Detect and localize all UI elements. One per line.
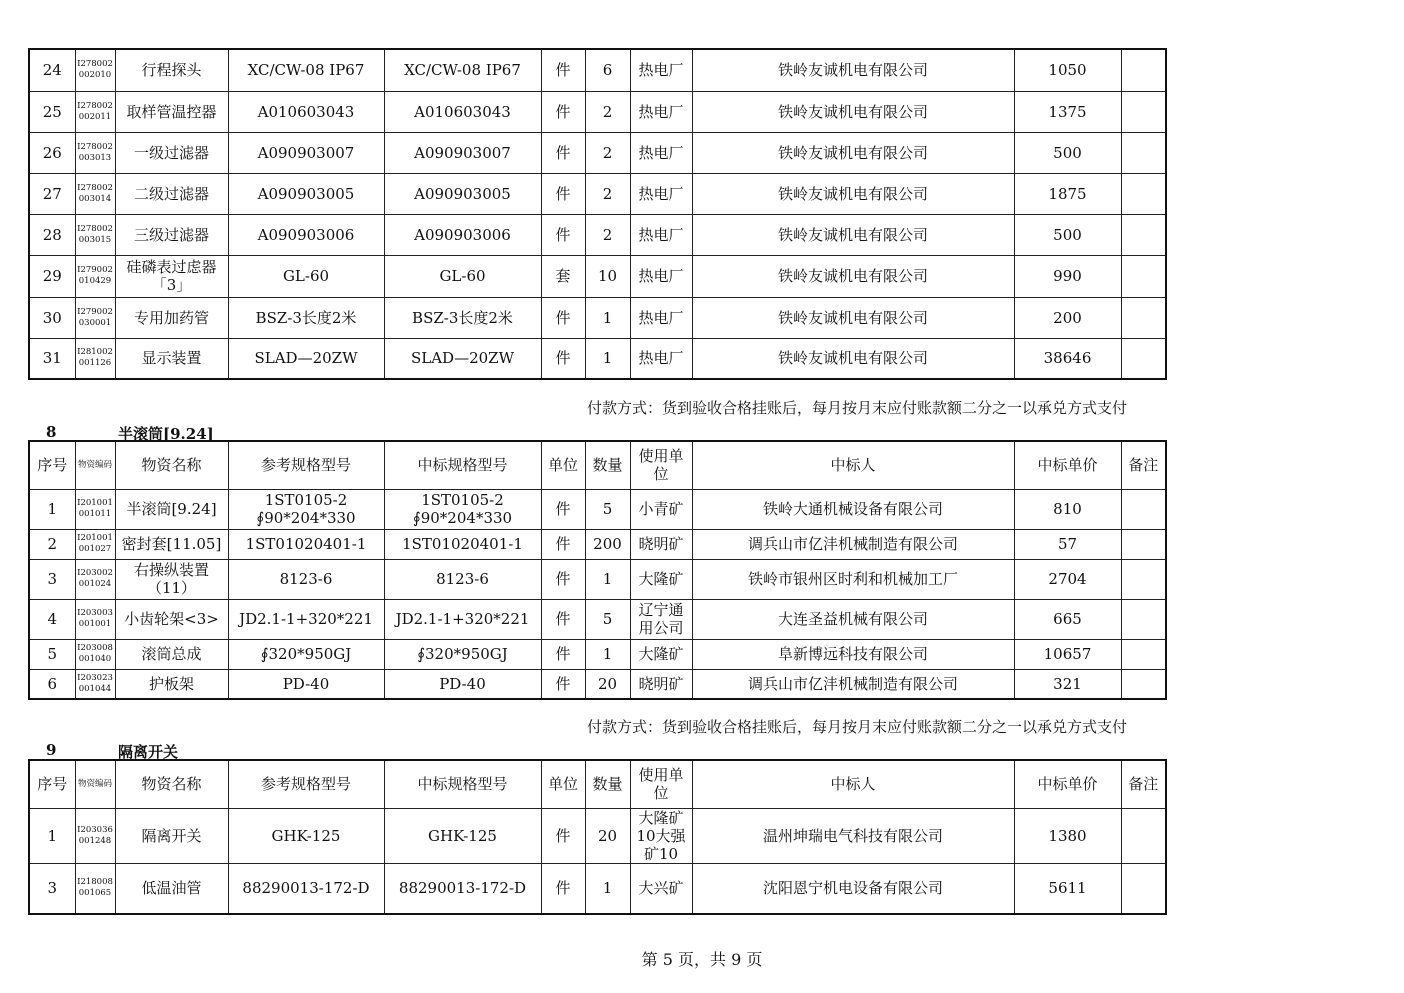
cell-user: 大兴矿 xyxy=(630,863,692,914)
payment-terms-section8: 付款方式：货到验收合格挂账后，每月按月末应付账款额二分之一以承兑方式支付 xyxy=(587,399,1128,417)
cell-qty: 10 xyxy=(585,255,630,297)
cell-name: 密封套[11.05] xyxy=(115,529,228,559)
cell-code-line1: I278002 xyxy=(77,223,113,234)
cell-code xyxy=(75,173,115,214)
cell-note xyxy=(1121,338,1166,379)
bid-table-section8 xyxy=(28,440,1167,700)
cell-user: 晓明矿 xyxy=(630,529,692,559)
cell-qty: 2 xyxy=(585,214,630,255)
bid-table-section7-continued xyxy=(28,48,1167,380)
cell-user: 小青矿 xyxy=(630,489,692,529)
cell-no: 28 xyxy=(29,214,75,255)
cell-qty: 2 xyxy=(585,173,630,214)
cell-note xyxy=(1121,297,1166,338)
cell-code-line2: 002010 xyxy=(78,70,112,81)
cell-note xyxy=(1121,669,1166,699)
cell-name: 滚筒总成 xyxy=(115,639,228,669)
cell-code-line1: I203023 xyxy=(77,672,113,683)
cell-winner: 铁岭友诚机电有限公司 xyxy=(692,338,1014,379)
table-row xyxy=(29,559,1166,599)
cell-ref: A090903006 xyxy=(228,214,384,255)
cell-no: 27 xyxy=(29,173,75,214)
cell-code-line2: 001011 xyxy=(78,509,112,519)
cell-ref: ∮320*950GJ xyxy=(228,639,384,669)
cell-note xyxy=(1121,489,1166,529)
cell-winner: 铁岭友诚机电有限公司 xyxy=(692,49,1014,91)
table-row xyxy=(29,297,1166,338)
cell-price: 1875 xyxy=(1014,173,1121,214)
cell-note xyxy=(1121,559,1166,599)
table-body xyxy=(29,49,1166,379)
cell-name: 专用加药管 xyxy=(115,297,228,338)
cell-bid: GL-60 xyxy=(384,255,541,297)
cell-name: 取样管温控器 xyxy=(115,91,228,132)
cell-code-line1: I203008 xyxy=(77,643,113,653)
cell-bid: 8123-6 xyxy=(384,559,541,599)
cell-note xyxy=(1121,214,1166,255)
cell-unit: 件 xyxy=(541,338,585,379)
header-user: 使用单位 xyxy=(630,760,692,808)
cell-code-line2: 001126 xyxy=(78,358,112,369)
cell-user: 热电厂 xyxy=(630,297,692,338)
cell-winner: 铁岭友诚机电有限公司 xyxy=(692,91,1014,132)
cell-price: 38646 xyxy=(1014,338,1121,379)
cell-no: 3 xyxy=(29,863,75,914)
cell-code-line2: 003015 xyxy=(78,234,112,245)
cell-code-line1: I201001 xyxy=(77,533,113,543)
cell-unit: 件 xyxy=(541,808,585,863)
cell-note xyxy=(1121,49,1166,91)
section-number: 9 xyxy=(46,741,57,759)
cell-bid: JD2.1-1+320*221 xyxy=(384,599,541,639)
cell-qty: 1 xyxy=(585,863,630,914)
cell-unit: 件 xyxy=(541,91,585,132)
header-bid: 中标规格型号 xyxy=(384,441,541,489)
table-row xyxy=(29,338,1166,379)
cell-price: 5611 xyxy=(1014,863,1121,914)
cell-winner: 铁岭友诚机电有限公司 xyxy=(692,173,1014,214)
cell-unit: 件 xyxy=(541,559,585,599)
cell-bid: XC/CW-08 IP67 xyxy=(384,49,541,91)
cell-user: 热电厂 xyxy=(630,255,692,297)
cell-code-line2: 001248 xyxy=(78,835,112,846)
cell-price: 10657 xyxy=(1014,639,1121,669)
table-row xyxy=(29,49,1166,91)
cell-price: 321 xyxy=(1014,669,1121,699)
cell-no: 31 xyxy=(29,338,75,379)
cell-code xyxy=(75,529,115,559)
cell-name: 半滚筒[9.24] xyxy=(115,489,228,529)
table-row xyxy=(29,173,1166,214)
cell-ref: A090903007 xyxy=(228,132,384,173)
cell-qty: 1 xyxy=(585,559,630,599)
page-number-label: 第 5 页，共 9 页 xyxy=(641,950,763,969)
cell-code-line1: I281002 xyxy=(77,347,113,358)
cell-code-line1: I278002 xyxy=(77,182,113,193)
cell-no: 4 xyxy=(29,599,75,639)
cell-name: 显示装置 xyxy=(115,338,228,379)
cell-no: 29 xyxy=(29,255,75,297)
cell-code xyxy=(75,599,115,639)
cell-unit: 件 xyxy=(541,529,585,559)
cell-price: 810 xyxy=(1014,489,1121,529)
cell-code-line1: I203003 xyxy=(77,608,113,618)
cell-name: 护板架 xyxy=(115,669,228,699)
cell-unit: 件 xyxy=(541,489,585,529)
header-ref: 参考规格型号 xyxy=(228,441,384,489)
cell-user: 热电厂 xyxy=(630,173,692,214)
cell-ref: A090903005 xyxy=(228,173,384,214)
header-qty: 数量 xyxy=(585,441,630,489)
table-row xyxy=(29,599,1166,639)
cell-price: 57 xyxy=(1014,529,1121,559)
header-code: 物资编码 xyxy=(75,441,115,489)
cell-code xyxy=(75,863,115,914)
cell-code-line1: I278002 xyxy=(77,141,113,152)
page-footer xyxy=(0,947,1404,970)
cell-winner: 铁岭市银州区时利和机械加工厂 xyxy=(692,559,1014,599)
cell-user: 热电厂 xyxy=(630,49,692,91)
cell-price: 1050 xyxy=(1014,49,1121,91)
cell-no: 6 xyxy=(29,669,75,699)
cell-code xyxy=(75,808,115,863)
cell-user: 大隆矿 xyxy=(630,639,692,669)
table-row xyxy=(29,132,1166,173)
cell-winner: 铁岭友诚机电有限公司 xyxy=(692,214,1014,255)
cell-unit: 件 xyxy=(541,132,585,173)
header-no: 序号 xyxy=(29,760,75,808)
cell-code xyxy=(75,49,115,91)
cell-winner: 温州坤瑞电气科技有限公司 xyxy=(692,808,1014,863)
cell-no: 26 xyxy=(29,132,75,173)
cell-code-line2: 001040 xyxy=(78,654,112,664)
cell-no: 2 xyxy=(29,529,75,559)
section-number: 8 xyxy=(46,423,57,441)
cell-qty: 1 xyxy=(585,297,630,338)
cell-ref: 1ST0105-2 ∮90*204*330 xyxy=(228,489,384,529)
header-ref: 参考规格型号 xyxy=(228,760,384,808)
cell-bid: ∮320*950GJ xyxy=(384,639,541,669)
cell-winner: 阜新博远科技有限公司 xyxy=(692,639,1014,669)
cell-code xyxy=(75,559,115,599)
cell-user: 辽宁通用公司 xyxy=(630,599,692,639)
cell-ref: A010603043 xyxy=(228,91,384,132)
cell-unit: 件 xyxy=(541,214,585,255)
cell-qty: 5 xyxy=(585,489,630,529)
table-body xyxy=(29,808,1166,914)
table-row xyxy=(29,529,1166,559)
section-title: 半滚筒[9.24] xyxy=(118,425,214,443)
cell-qty: 200 xyxy=(585,529,630,559)
cell-note xyxy=(1121,173,1166,214)
cell-winner: 大连圣益机械有限公司 xyxy=(692,599,1014,639)
cell-code-line2: 001001 xyxy=(78,619,112,629)
cell-code-line1: I218008 xyxy=(77,877,113,888)
header-bid: 中标规格型号 xyxy=(384,760,541,808)
cell-note xyxy=(1121,255,1166,297)
cell-winner: 铁岭友诚机电有限公司 xyxy=(692,132,1014,173)
cell-user: 大隆矿10大强矿10 xyxy=(630,808,692,863)
cell-user: 热电厂 xyxy=(630,338,692,379)
cell-ref: JD2.1-1+320*221 xyxy=(228,599,384,639)
cell-note xyxy=(1121,132,1166,173)
cell-qty: 2 xyxy=(585,91,630,132)
header-note: 备注 xyxy=(1121,441,1166,489)
cell-code-line1: I279002 xyxy=(77,265,113,275)
cell-note xyxy=(1121,91,1166,132)
cell-no: 1 xyxy=(29,489,75,529)
cell-winner: 铁岭大通机械设备有限公司 xyxy=(692,489,1014,529)
cell-price: 1380 xyxy=(1014,808,1121,863)
cell-qty: 1 xyxy=(585,338,630,379)
cell-no: 24 xyxy=(29,49,75,91)
cell-user: 热电厂 xyxy=(630,91,692,132)
cell-code xyxy=(75,132,115,173)
cell-note xyxy=(1121,599,1166,639)
cell-bid: 1ST0105-2 ∮90*204*330 xyxy=(384,489,541,529)
header-price: 中标单价 xyxy=(1014,441,1121,489)
cell-code xyxy=(75,297,115,338)
cell-code-line2: 003014 xyxy=(78,193,112,204)
table-header-row xyxy=(29,441,1166,489)
cell-name: 右操纵装置（11） xyxy=(115,559,228,599)
cell-bid: BSZ-3长度2米 xyxy=(384,297,541,338)
cell-winner: 调兵山市亿沣机械制造有限公司 xyxy=(692,529,1014,559)
cell-qty: 6 xyxy=(585,49,630,91)
cell-code-line2: 010429 xyxy=(78,276,112,286)
cell-unit: 件 xyxy=(541,599,585,639)
cell-ref: BSZ-3长度2米 xyxy=(228,297,384,338)
cell-code-line2: 001027 xyxy=(78,544,112,554)
cell-name: 低温油管 xyxy=(115,863,228,914)
header-price: 中标单价 xyxy=(1014,760,1121,808)
cell-code xyxy=(75,255,115,297)
cell-winner: 铁岭友诚机电有限公司 xyxy=(692,297,1014,338)
cell-name: 小齿轮架<3> xyxy=(115,599,228,639)
cell-price: 2704 xyxy=(1014,559,1121,599)
cell-code-line2: 003013 xyxy=(78,152,112,163)
cell-note xyxy=(1121,529,1166,559)
header-name: 物资名称 xyxy=(115,441,228,489)
cell-code-line1: I203002 xyxy=(77,568,113,578)
cell-note xyxy=(1121,639,1166,669)
cell-unit: 件 xyxy=(541,173,585,214)
table-body xyxy=(29,489,1166,699)
cell-ref: 8123-6 xyxy=(228,559,384,599)
cell-name: 二级过滤器 xyxy=(115,173,228,214)
header-code: 物资编码 xyxy=(75,760,115,808)
cell-ref: 88290013-172-D xyxy=(228,863,384,914)
cell-no: 1 xyxy=(29,808,75,863)
header-user: 使用单位 xyxy=(630,441,692,489)
cell-user: 热电厂 xyxy=(630,214,692,255)
cell-unit: 件 xyxy=(541,639,585,669)
header-qty: 数量 xyxy=(585,760,630,808)
cell-name: 隔离开关 xyxy=(115,808,228,863)
cell-winner: 调兵山市亿沣机械制造有限公司 xyxy=(692,669,1014,699)
cell-qty: 2 xyxy=(585,132,630,173)
table-header-row xyxy=(29,760,1166,808)
cell-price: 200 xyxy=(1014,297,1121,338)
cell-code-line1: I279002 xyxy=(77,306,113,317)
cell-code xyxy=(75,338,115,379)
cell-no: 5 xyxy=(29,639,75,669)
cell-winner: 铁岭友诚机电有限公司 xyxy=(692,255,1014,297)
cell-bid: 88290013-172-D xyxy=(384,863,541,914)
cell-unit: 件 xyxy=(541,297,585,338)
cell-code xyxy=(75,214,115,255)
payment-terms-section9: 付款方式：货到验收合格挂账后，每月按月末应付账款额二分之一以承兑方式支付 xyxy=(587,718,1128,736)
cell-code-line1: I278002 xyxy=(77,59,113,70)
cell-note xyxy=(1121,808,1166,863)
cell-note xyxy=(1121,863,1166,914)
cell-user: 晓明矿 xyxy=(630,669,692,699)
header-unit: 单位 xyxy=(541,760,585,808)
cell-code xyxy=(75,489,115,529)
cell-bid: A090903007 xyxy=(384,132,541,173)
cell-price: 500 xyxy=(1014,214,1121,255)
table-row xyxy=(29,255,1166,297)
bid-table-section9 xyxy=(28,759,1167,915)
cell-name: 硅磷表过虑器「3」 xyxy=(115,255,228,297)
cell-qty: 5 xyxy=(585,599,630,639)
cell-ref: SLAD—20ZW xyxy=(228,338,384,379)
cell-code-line2: 001024 xyxy=(78,579,112,589)
cell-bid: A090903006 xyxy=(384,214,541,255)
cell-bid: A090903005 xyxy=(384,173,541,214)
cell-bid: PD-40 xyxy=(384,669,541,699)
cell-code-line1: I201001 xyxy=(77,498,113,508)
header-winner: 中标人 xyxy=(692,760,1014,808)
cell-name: 三级过滤器 xyxy=(115,214,228,255)
cell-winner: 沈阳恩宁机电设备有限公司 xyxy=(692,863,1014,914)
cell-unit: 套 xyxy=(541,255,585,297)
header-winner: 中标人 xyxy=(692,441,1014,489)
table-row xyxy=(29,214,1166,255)
cell-ref: PD-40 xyxy=(228,669,384,699)
header-no: 序号 xyxy=(29,441,75,489)
cell-ref: XC/CW-08 IP67 xyxy=(228,49,384,91)
cell-code-line1: I278002 xyxy=(77,100,113,111)
table-row xyxy=(29,669,1166,699)
cell-code xyxy=(75,639,115,669)
cell-no: 25 xyxy=(29,91,75,132)
cell-price: 990 xyxy=(1014,255,1121,297)
section-title: 隔离开关 xyxy=(118,743,179,761)
cell-user: 热电厂 xyxy=(630,132,692,173)
cell-code-line2: 001065 xyxy=(78,888,112,899)
cell-ref: GHK-125 xyxy=(228,808,384,863)
cell-code xyxy=(75,91,115,132)
cell-user: 大隆矿 xyxy=(630,559,692,599)
cell-qty: 20 xyxy=(585,808,630,863)
cell-unit: 件 xyxy=(541,863,585,914)
table-row xyxy=(29,639,1166,669)
cell-price: 500 xyxy=(1014,132,1121,173)
table-row xyxy=(29,808,1166,863)
cell-bid: 1ST01020401-1 xyxy=(384,529,541,559)
cell-price: 665 xyxy=(1014,599,1121,639)
header-note: 备注 xyxy=(1121,760,1166,808)
cell-code-line2: 002011 xyxy=(78,111,112,122)
cell-bid: SLAD—20ZW xyxy=(384,338,541,379)
cell-no: 3 xyxy=(29,559,75,599)
cell-bid: A010603043 xyxy=(384,91,541,132)
cell-ref: GL-60 xyxy=(228,255,384,297)
header-name: 物资名称 xyxy=(115,760,228,808)
cell-code xyxy=(75,669,115,699)
cell-name: 行程探头 xyxy=(115,49,228,91)
table-row xyxy=(29,489,1166,529)
cell-unit: 件 xyxy=(541,669,585,699)
cell-qty: 1 xyxy=(585,639,630,669)
cell-bid: GHK-125 xyxy=(384,808,541,863)
cell-code-line1: I203036 xyxy=(77,824,113,835)
cell-code-line2: 001044 xyxy=(78,683,112,694)
cell-code-line2: 030001 xyxy=(78,317,112,328)
cell-unit: 件 xyxy=(541,49,585,91)
cell-price: 1375 xyxy=(1014,91,1121,132)
table-row xyxy=(29,863,1166,914)
table-row xyxy=(29,91,1166,132)
cell-no: 30 xyxy=(29,297,75,338)
header-unit: 单位 xyxy=(541,441,585,489)
cell-name: 一级过滤器 xyxy=(115,132,228,173)
cell-ref: 1ST01020401-1 xyxy=(228,529,384,559)
cell-qty: 20 xyxy=(585,669,630,699)
